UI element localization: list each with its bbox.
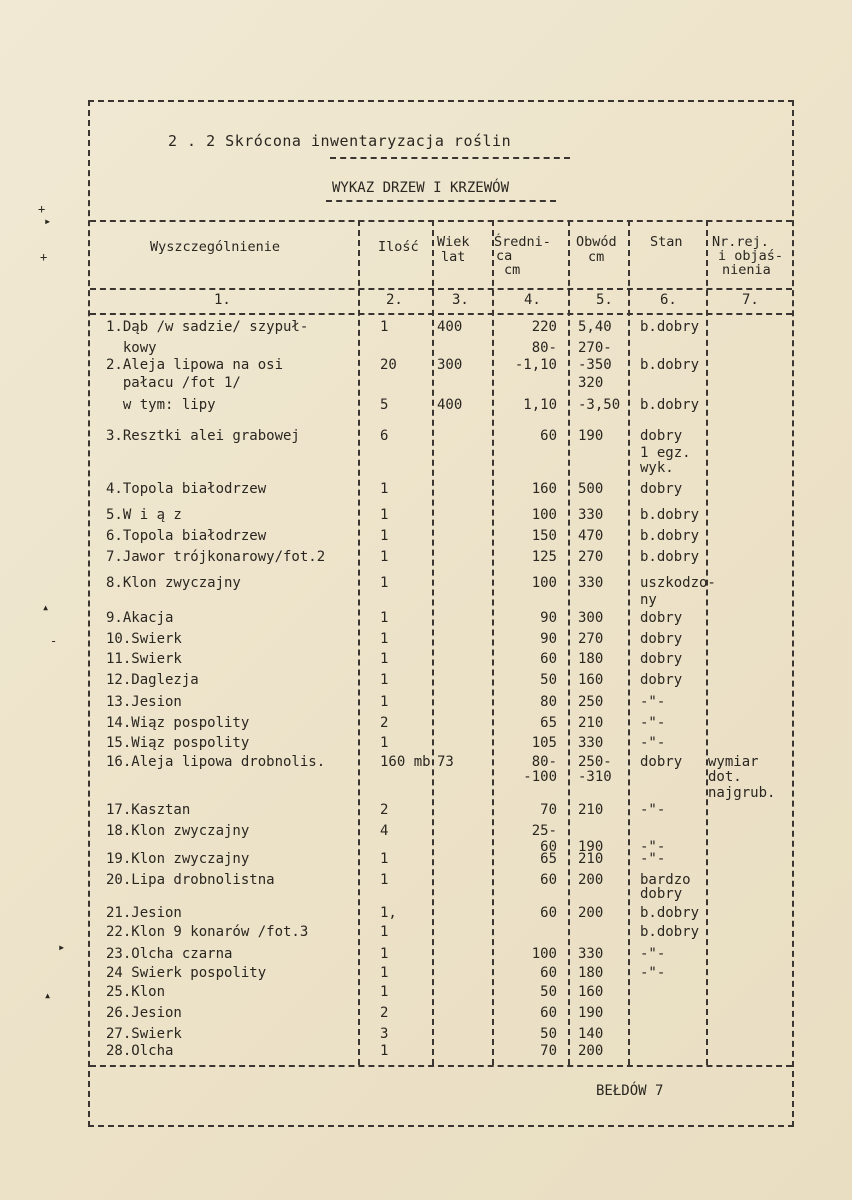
- row-17-state: dobry: [640, 651, 683, 667]
- row-37-qty: 3: [380, 1026, 389, 1042]
- row-25-state: -"-: [640, 802, 666, 818]
- column-number: 3.: [452, 292, 469, 308]
- row-3-age: 300: [437, 357, 463, 373]
- row-3-diam: -1,10: [514, 357, 557, 373]
- row-10-name: 5.W i ą z: [106, 507, 182, 523]
- row-32-state: b.dobry: [640, 924, 700, 940]
- row-6-circ: 190: [578, 428, 604, 444]
- header-circumference-2: cm: [588, 249, 605, 265]
- column-number: 7.: [742, 292, 759, 308]
- column-number: 5.: [596, 292, 613, 308]
- row-25-diam: 70: [540, 802, 557, 818]
- header-circumference-1: Obwód: [576, 234, 617, 250]
- row-5-name: w tym: lipy: [106, 397, 216, 413]
- header-item: Wyszczególnienie: [150, 239, 281, 255]
- row-29-circ: 200: [578, 872, 604, 888]
- row-14-state: ny: [640, 592, 657, 608]
- row-35-name: 25.Klon: [106, 984, 166, 1000]
- row-25-name: 17.Kasztan: [106, 802, 191, 818]
- row-18-diam: 50: [540, 672, 557, 688]
- row-21-name: 15.Wiąz pospolity: [106, 735, 250, 751]
- row-3-name: 2.Aleja lipowa na osi: [106, 357, 284, 373]
- row-33-name: 23.Olcha czarna: [106, 946, 233, 962]
- row-6-name: 3.Resztki alei grabowej: [106, 428, 300, 444]
- row-19-diam: 80: [540, 694, 557, 710]
- header-quantity: Ilość: [378, 239, 419, 255]
- row-28-state: -"-: [640, 851, 666, 867]
- row-37-circ: 140: [578, 1026, 604, 1042]
- row-2-diam: 80-: [531, 340, 557, 356]
- row-31-circ: 200: [578, 905, 604, 921]
- row-11-circ: 470: [578, 528, 604, 544]
- row-23-circ: -310: [578, 769, 612, 785]
- row-16-circ: 270: [578, 631, 604, 647]
- row-11-diam: 150: [531, 528, 557, 544]
- col-divider-2: [432, 220, 434, 1065]
- row-5-circ: -3,50: [578, 397, 621, 413]
- row-11-qty: 1: [380, 528, 389, 544]
- margin-mark: ▴: [42, 600, 50, 614]
- row-18-name: 12.Daglezja: [106, 672, 199, 688]
- row-1-age: 400: [437, 319, 463, 335]
- table-bottom-line: [90, 1065, 792, 1067]
- row-17-qty: 1: [380, 651, 389, 667]
- row-38-name: 28.Olcha: [106, 1043, 174, 1059]
- row-7-state: 1 egz.: [640, 445, 691, 461]
- row-36-name: 26.Jesion: [106, 1005, 182, 1021]
- row-22-diam: 80-: [531, 754, 557, 770]
- col-divider-5: [628, 220, 630, 1065]
- row-28-circ: 210: [578, 851, 604, 867]
- row-17-name: 11.Swierk: [106, 651, 182, 667]
- col-divider-3: [492, 220, 494, 1065]
- row-37-diam: 50: [540, 1026, 557, 1042]
- row-22-qty: 160 mb: [380, 754, 431, 770]
- row-3-circ: -350: [578, 357, 612, 373]
- row-10-state: b.dobry: [640, 507, 700, 523]
- row-32-name: 22.Klon 9 konarów /fot.3: [106, 924, 309, 940]
- row-34-state: -"-: [640, 965, 666, 981]
- row-9-name: 4.Topola białodrzew: [106, 481, 267, 497]
- row-15-qty: 1: [380, 610, 389, 626]
- table-title-underline: [326, 200, 556, 202]
- row-5-diam: 1,10: [523, 397, 557, 413]
- row-11-name: 6.Topola białodrzew: [106, 528, 267, 544]
- row-21-circ: 330: [578, 735, 604, 751]
- row-16-state: dobry: [640, 631, 683, 647]
- row-3-qty: 20: [380, 357, 397, 373]
- row-20-name: 14.Wiąz pospolity: [106, 715, 250, 731]
- header-age-2: lat: [441, 249, 466, 265]
- row-34-circ: 180: [578, 965, 604, 981]
- margin-mark: ▸: [58, 940, 66, 954]
- row-12-state: b.dobry: [640, 549, 700, 565]
- header-diameter-3: cm: [504, 262, 521, 278]
- row-33-diam: 100: [531, 946, 557, 962]
- row-34-qty: 1: [380, 965, 389, 981]
- row-13-state: uszkodzo-: [640, 575, 716, 591]
- row-35-diam: 50: [540, 984, 557, 1000]
- column-number: 1.: [214, 292, 231, 308]
- row-36-diam: 60: [540, 1005, 557, 1021]
- row-18-circ: 160: [578, 672, 604, 688]
- header-divider: [90, 288, 792, 290]
- row-16-qty: 1: [380, 631, 389, 647]
- row-22-name: 16.Aleja lipowa drobnolis.: [106, 754, 326, 770]
- row-9-diam: 160: [531, 481, 557, 497]
- row-18-state: dobry: [640, 672, 683, 688]
- row-1-state: b.dobry: [640, 319, 700, 335]
- row-17-circ: 180: [578, 651, 604, 667]
- row-31-qty: 1,: [380, 905, 397, 921]
- row-9-state: dobry: [640, 481, 683, 497]
- header-register-1: Nr.rej.: [712, 234, 769, 250]
- row-22-state: dobry: [640, 754, 683, 770]
- row-30-state: dobry: [640, 886, 683, 902]
- row-26-name: 18.Klon zwyczajny: [106, 823, 250, 839]
- frame-right: [792, 100, 794, 1127]
- row-19-name: 13.Jesion: [106, 694, 182, 710]
- col-divider-6: [706, 220, 708, 1065]
- row-25-circ: 210: [578, 802, 604, 818]
- row-27-diam: 60: [540, 839, 557, 855]
- row-29-qty: 1: [380, 872, 389, 888]
- row-13-qty: 1: [380, 575, 389, 591]
- row-10-qty: 1: [380, 507, 389, 523]
- row-22-note: wymiar: [708, 754, 759, 770]
- row-23-diam: -100: [523, 769, 557, 785]
- row-21-state: -"-: [640, 735, 666, 751]
- table-top-line: [90, 220, 792, 222]
- row-20-diam: 65: [540, 715, 557, 731]
- row-34-diam: 60: [540, 965, 557, 981]
- header-diameter-2: ca: [496, 248, 513, 264]
- row-13-diam: 100: [531, 575, 557, 591]
- row-5-age: 400: [437, 397, 463, 413]
- row-31-name: 21.Jesion: [106, 905, 182, 921]
- row-36-circ: 190: [578, 1005, 604, 1021]
- row-35-qty: 1: [380, 984, 389, 1000]
- number-row-divider: [90, 313, 792, 315]
- row-34-name: 24 Swierk pospolity: [106, 965, 267, 981]
- table-title: WYKAZ DRZEW I KRZEWÓW: [332, 180, 510, 196]
- row-19-qty: 1: [380, 694, 389, 710]
- section-title: 2 . 2 Skrócona inwentaryzacja roślin: [168, 132, 512, 150]
- row-19-state: -"-: [640, 694, 666, 710]
- row-11-state: b.dobry: [640, 528, 700, 544]
- row-15-name: 9.Akacja: [106, 610, 174, 626]
- frame-top: [88, 100, 794, 102]
- row-33-state: -"-: [640, 946, 666, 962]
- row-23-note: dot.: [708, 769, 742, 785]
- row-15-diam: 90: [540, 610, 557, 626]
- col-divider-1: [358, 220, 360, 1065]
- row-6-diam: 60: [540, 428, 557, 444]
- row-22-circ: 250-: [578, 754, 612, 770]
- row-27-circ: 190: [578, 839, 604, 855]
- row-33-circ: 330: [578, 946, 604, 962]
- row-28-diam: 65: [540, 851, 557, 867]
- row-19-circ: 250: [578, 694, 604, 710]
- header-state: Stan: [650, 234, 683, 250]
- row-10-circ: 330: [578, 507, 604, 523]
- row-26-diam: 25-: [531, 823, 557, 839]
- row-1-diam: 220: [531, 319, 557, 335]
- row-12-diam: 125: [531, 549, 557, 565]
- row-33-qty: 1: [380, 946, 389, 962]
- row-21-diam: 105: [531, 735, 557, 751]
- row-16-diam: 90: [540, 631, 557, 647]
- margin-mark: ▸: [44, 214, 52, 228]
- frame-left: [88, 100, 90, 1127]
- row-29-state: bardzo: [640, 872, 691, 888]
- row-16-name: 10.Swierk: [106, 631, 182, 647]
- row-4-name: pałacu /fot 1/: [106, 375, 241, 391]
- row-25-qty: 2: [380, 802, 389, 818]
- row-36-qty: 2: [380, 1005, 389, 1021]
- row-6-qty: 6: [380, 428, 389, 444]
- row-9-circ: 500: [578, 481, 604, 497]
- row-27-state: -"-: [640, 839, 666, 855]
- title-underline: [330, 157, 570, 159]
- row-38-circ: 200: [578, 1043, 604, 1059]
- row-15-circ: 300: [578, 610, 604, 626]
- row-17-diam: 60: [540, 651, 557, 667]
- column-number: 2.: [386, 292, 403, 308]
- row-12-name: 7.Jawor trójkonarowy/fot.2: [106, 549, 326, 565]
- row-35-circ: 160: [578, 984, 604, 1000]
- row-29-name: 20.Lipa drobnolistna: [106, 872, 275, 888]
- row-38-qty: 1: [380, 1043, 389, 1059]
- frame-bottom: [88, 1125, 794, 1127]
- header-diameter-1: Średni-: [494, 234, 551, 250]
- margin-mark: +: [40, 250, 48, 264]
- row-5-qty: 5: [380, 397, 389, 413]
- header-age-1: Wiek: [437, 234, 470, 250]
- row-3-state: b.dobry: [640, 357, 700, 373]
- margin-mark: +: [38, 202, 46, 216]
- row-12-qty: 1: [380, 549, 389, 565]
- row-37-name: 27.Swierk: [106, 1026, 182, 1042]
- row-10-diam: 100: [531, 507, 557, 523]
- row-31-diam: 60: [540, 905, 557, 921]
- row-4-circ: 320: [578, 375, 604, 391]
- row-15-state: dobry: [640, 610, 683, 626]
- margin-mark: ▴: [44, 988, 52, 1002]
- row-1-circ: 5,40: [578, 319, 612, 335]
- row-8-state: wyk.: [640, 460, 674, 476]
- header-register-2: i objaś-: [718, 248, 784, 264]
- row-5-state: b.dobry: [640, 397, 700, 413]
- row-2-circ: 270-: [578, 340, 612, 356]
- row-28-qty: 1: [380, 851, 389, 867]
- row-18-qty: 1: [380, 672, 389, 688]
- row-13-circ: 330: [578, 575, 604, 591]
- row-12-circ: 270: [578, 549, 604, 565]
- row-22-age: 73: [437, 754, 454, 770]
- row-13-name: 8.Klon zwyczajny: [106, 575, 241, 591]
- row-26-qty: 4: [380, 823, 389, 839]
- row-2-name: kowy: [106, 340, 157, 356]
- page-footer: BEŁDÓW 7: [596, 1083, 664, 1099]
- row-20-qty: 2: [380, 715, 389, 731]
- row-21-qty: 1: [380, 735, 389, 751]
- row-6-state: dobry: [640, 428, 683, 444]
- row-38-diam: 70: [540, 1043, 557, 1059]
- row-29-diam: 60: [540, 872, 557, 888]
- col-divider-4: [568, 220, 570, 1065]
- row-1-qty: 1: [380, 319, 389, 335]
- row-24-note: najgrub.: [708, 785, 776, 801]
- column-number: 4.: [524, 292, 541, 308]
- row-9-qty: 1: [380, 481, 389, 497]
- row-20-circ: 210: [578, 715, 604, 731]
- row-32-qty: 1: [380, 924, 389, 940]
- margin-mark: -: [50, 634, 58, 648]
- row-31-state: b.dobry: [640, 905, 700, 921]
- header-register-3: nienia: [722, 262, 771, 278]
- column-number: 6.: [660, 292, 677, 308]
- row-20-state: -"-: [640, 715, 666, 731]
- row-1-name: 1.Dąb /w sadzie/ szypuł-: [106, 319, 309, 335]
- row-28-name: 19.Klon zwyczajny: [106, 851, 250, 867]
